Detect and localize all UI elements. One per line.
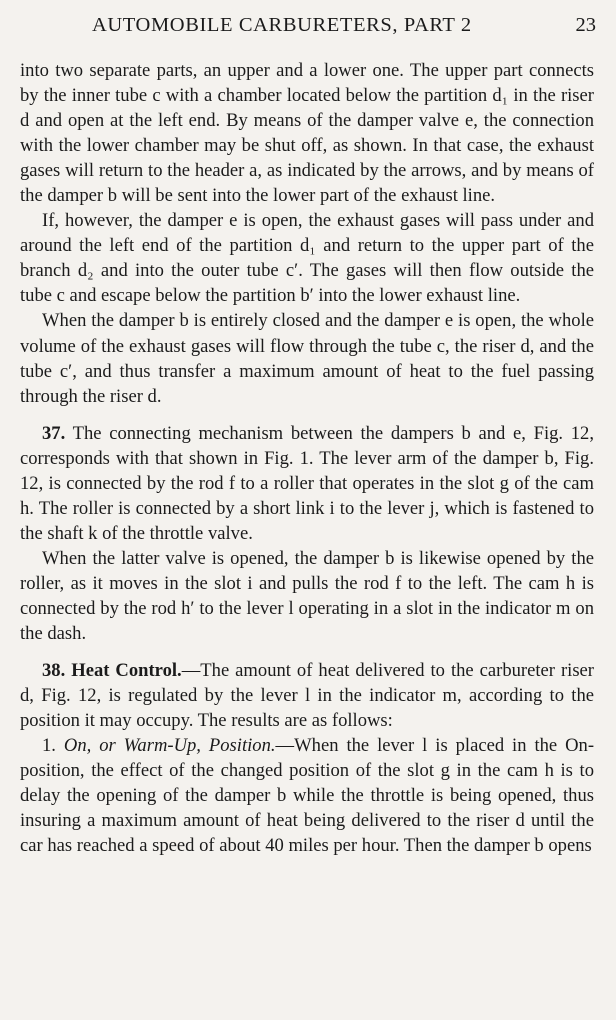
section-38-title: Heat Control. bbox=[71, 660, 182, 682]
list-item-1-number: 1. bbox=[42, 735, 56, 757]
list-item-1 bbox=[20, 733, 594, 858]
page-body bbox=[20, 58, 594, 858]
section-38-text: —The amount of heat delivered to the carbureter riser d, Fig. 12, is regulated by the lever l in the indicator m, according to the position it may occupy. The results are as follows: bbox=[20, 660, 594, 732]
paragraph-damper-open: If, however, the damper e is open, the exhaust gases will pass under and around the left end of the partition d₁ and return to the upper part of the branch d₂ and into the outer tube c′. The gases will then flow outside the tube c and escape below the partition b′ into the lower exhaust line. bbox=[20, 210, 594, 307]
section-37-number: 37. bbox=[42, 422, 66, 444]
page-header bbox=[0, 12, 616, 44]
running-head: AUTOMOBILE CARBURETERS, PART 2 bbox=[92, 14, 472, 36]
section-38-number: 38. bbox=[42, 660, 66, 682]
paragraph-continued: into two separate parts, an upper and a lower one. The upper part connects by the inner tube c with a chamber located below the partition d₁ in the riser d and open at the left end. By means of the damper valve e, the connection with the lower chamber may be shut off, as shown. In that case, the exhaust gases will return to the header a, as indicated by the arrows, and by means of the damper b will be sent into the lower part of the exhaust line. bbox=[20, 60, 594, 207]
list-item-1-title: On, or Warm-Up, Position. bbox=[63, 735, 276, 757]
section-37-text: The connecting mechanism between the dampers b and e, Fig. 12, corresponds with that shown in Fig. 1. The lever arm of the damper b, Fig. 12, is connected by the rod f to a roller that operates in the slot g of the cam h. The roller is connected by a short link i to the lever j, which is fastened to the shaft k of the throttle valve. bbox=[20, 422, 595, 544]
paragraph-throttle-opened: When the latter valve is opened, the damper b is likewise opened by the roller, as it moves in the slot i and pulls the rod f to the left. The cam h is connected by the rod h′ to the lever l operating in a slot in the indicator m on the dash. bbox=[20, 547, 594, 645]
list-item-1-text: —When the lever l is placed in the On-position, the effect of the changed position of the slot g in the cam h is to delay the opening of the damper b while the throttle is being opened, thus insuring a maximum amount of heat being delivered to the riser d until the car has reached a speed of about 40 miles per hour. Then the damper b opens bbox=[20, 735, 595, 857]
section-37 bbox=[20, 421, 594, 546]
paragraph-max-heat: When the damper b is entirely closed and the damper e is open, the whole volume of the exhaust gases will flow through the tube c, the riser d, and the tube c′, and thus transfer a maximum amount of heat to the fuel passing through the riser d. bbox=[20, 310, 594, 407]
section-38 bbox=[20, 658, 594, 733]
page-number: 23 bbox=[575, 14, 596, 36]
